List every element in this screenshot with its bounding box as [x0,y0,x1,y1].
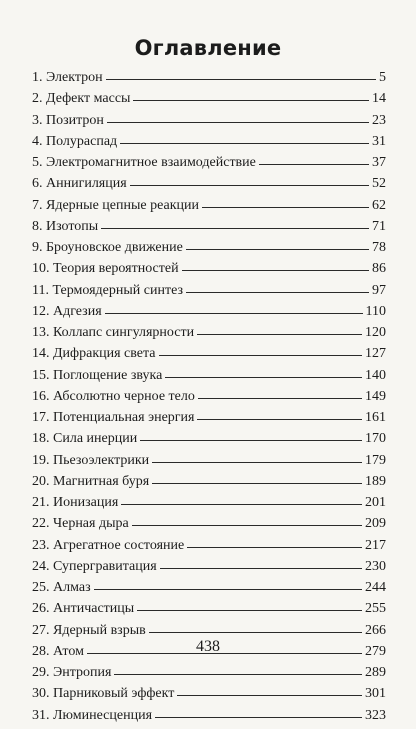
toc-entry-label: 12. Адгезия [32,303,102,319]
toc-leader-line [137,610,362,611]
toc-entry-label: 7. Ядерные цепные реакции [32,197,199,213]
toc-leader-line [121,504,362,505]
toc-entry[interactable] [32,389,386,410]
toc-entry-page: 140 [365,367,386,383]
toc-entry[interactable] [32,261,386,282]
toc-entry[interactable] [32,453,386,474]
toc-entry[interactable] [32,91,386,112]
toc-entry[interactable] [32,516,386,537]
toc-entry-page: 31 [372,133,386,149]
toc-entry[interactable] [32,304,386,325]
toc-entry-page: 23 [372,112,386,128]
toc-entry-label: 14. Дифракция света [32,346,156,362]
toc-entry[interactable] [32,665,386,686]
toc-entry-label: 20. Магнитная буря [32,473,150,489]
toc-entry-page: 71 [372,218,386,234]
toc-entry-page: 209 [365,516,386,532]
toc-entry-page: 120 [365,325,386,340]
toc-leader-line [152,462,362,463]
toc-leader-line [140,440,362,441]
toc-entry-page: 170 [365,431,386,447]
toc-entry[interactable] [32,410,386,431]
toc-entry-page: 201 [365,495,386,510]
toc-leader-line [159,355,362,356]
toc-entry-page: 127 [365,346,386,362]
toc-leader-line [186,249,369,250]
toc-leader-line [198,398,362,399]
toc-entry-label: 1. Электрон [32,70,103,85]
toc-leader-line [105,313,363,314]
toc-leader-line [132,525,362,526]
toc-entry[interactable] [32,538,386,559]
toc-entry-page: 161 [365,410,386,425]
toc-leader-line [114,674,362,675]
toc-entry[interactable] [32,495,386,516]
toc-entry-page: 78 [372,240,386,255]
toc-entry-page: 189 [365,473,386,489]
toc-leader-line [155,717,362,718]
toc-entry-page: 52 [372,176,386,192]
toc-entry-label: 6. Аннигиляция [32,176,127,192]
toc-leader-line [101,228,369,229]
page-title: Оглавление [134,36,282,60]
toc-entry[interactable] [32,580,386,601]
toc-leader-line [120,143,369,144]
toc-entry[interactable] [32,283,386,304]
toc-entry-page: 62 [372,197,386,213]
toc-entry[interactable] [32,474,386,495]
toc-entry[interactable] [32,708,386,729]
toc-entry[interactable] [32,134,386,155]
toc-entry-label: 22. Черная дыра [32,516,129,532]
toc-entry-label: 31. Люминесценция [32,707,153,723]
toc-entry[interactable] [32,155,386,176]
toc-entry-page: 110 [365,303,386,319]
toc-entry[interactable] [32,325,386,346]
toc-entry-label: 29. Энтропия [32,665,112,680]
toc-leader-line [160,568,362,569]
toc-entry[interactable] [32,70,386,91]
toc-entry-label: 3. Позитрон [32,112,104,128]
toc-entry-page: 301 [365,686,386,702]
toc-leader-line [106,79,376,80]
toc-entry-page: 244 [365,580,386,595]
toc-leader-line [133,100,369,101]
toc-entry[interactable] [32,368,386,389]
toc-entry-page: 37 [372,155,386,170]
toc-entry[interactable] [32,198,386,219]
toc-entry-page: 255 [365,601,386,617]
toc-entry-label: 9. Броуновское движение [32,240,183,255]
toc-entry-page: 97 [372,282,386,298]
toc-entry-label: 28. Атом [32,643,84,659]
toc-leader-line [259,164,369,165]
toc-leader-line [107,122,369,123]
toc-entry[interactable] [32,559,386,580]
toc-entry[interactable] [32,601,386,622]
toc-entry-label: 21. Ионизация [32,495,119,510]
toc-entry-label: 11. Термоядерный синтез [32,282,183,298]
toc-entry-label: 4. Полураспад [32,133,118,149]
toc-entry-page: 14 [372,91,386,107]
toc-entry-label: 27. Ядерный взрыв [32,622,146,638]
toc-leader-line [177,695,362,696]
toc-entry[interactable] [32,431,386,452]
toc-leader-line [197,419,362,420]
toc-entry-label: 24. Супергравитация [32,558,157,574]
toc-leader-line [152,483,362,484]
toc-entry[interactable] [32,240,386,261]
toc-entry-label: 17. Потенциальная энергия [32,410,195,425]
toc-leader-line [187,547,362,548]
toc-entry[interactable] [32,113,386,134]
toc-entry-page: 179 [365,452,386,468]
toc-entry-label: 30. Парниковый эффект [32,686,175,702]
toc-entry[interactable] [32,176,386,197]
toc-entry-label: 15. Поглощение звука [32,367,163,383]
toc-entry-label: 5. Электромагнитное взаимодействие [32,155,256,170]
toc-entry-page: 289 [365,665,386,680]
toc-leader-line [197,334,362,335]
toc-entry-label: 2. Дефект массы [32,91,131,107]
toc-entry-label: 25. Алмаз [32,580,91,595]
toc-entry-page: 5 [379,70,386,85]
toc-leader-line [130,185,369,186]
toc-entry[interactable] [32,686,386,707]
toc-entry-page: 217 [365,537,386,553]
toc-entry[interactable] [32,346,386,367]
toc-entry-label: 18. Сила инерции [32,431,138,447]
toc-leader-line [165,377,362,378]
toc-entry-label: 23. Агрегатное состояние [32,537,185,553]
toc-entry-page: 230 [365,558,386,574]
toc-entry-label: 19. Пьезоэлектрики [32,452,150,468]
toc-entry-label: 13. Коллапс сингулярности [32,325,195,340]
toc-entry-label: 16. Абсолютно черное тело [32,388,195,404]
toc-entry-label: 10. Теория вероятностей [32,261,179,277]
toc-entry-page: 323 [365,707,386,723]
toc-entry-page: 86 [372,261,386,277]
toc-leader-line [149,632,362,633]
toc-entry-label: 8. Изотопы [32,218,99,234]
toc-leader-line [202,207,369,208]
table-of-contents [32,70,386,729]
toc-entry-page: 279 [365,643,386,659]
page-number: 438 [196,638,220,655]
toc-entry-page: 149 [365,388,386,404]
toc-entry[interactable] [32,219,386,240]
toc-entry-label: 26. Античастицы [32,601,135,617]
toc-leader-line [186,292,369,293]
toc-leader-line [94,589,362,590]
toc-leader-line [182,270,369,271]
toc-entry-page: 266 [365,622,386,638]
